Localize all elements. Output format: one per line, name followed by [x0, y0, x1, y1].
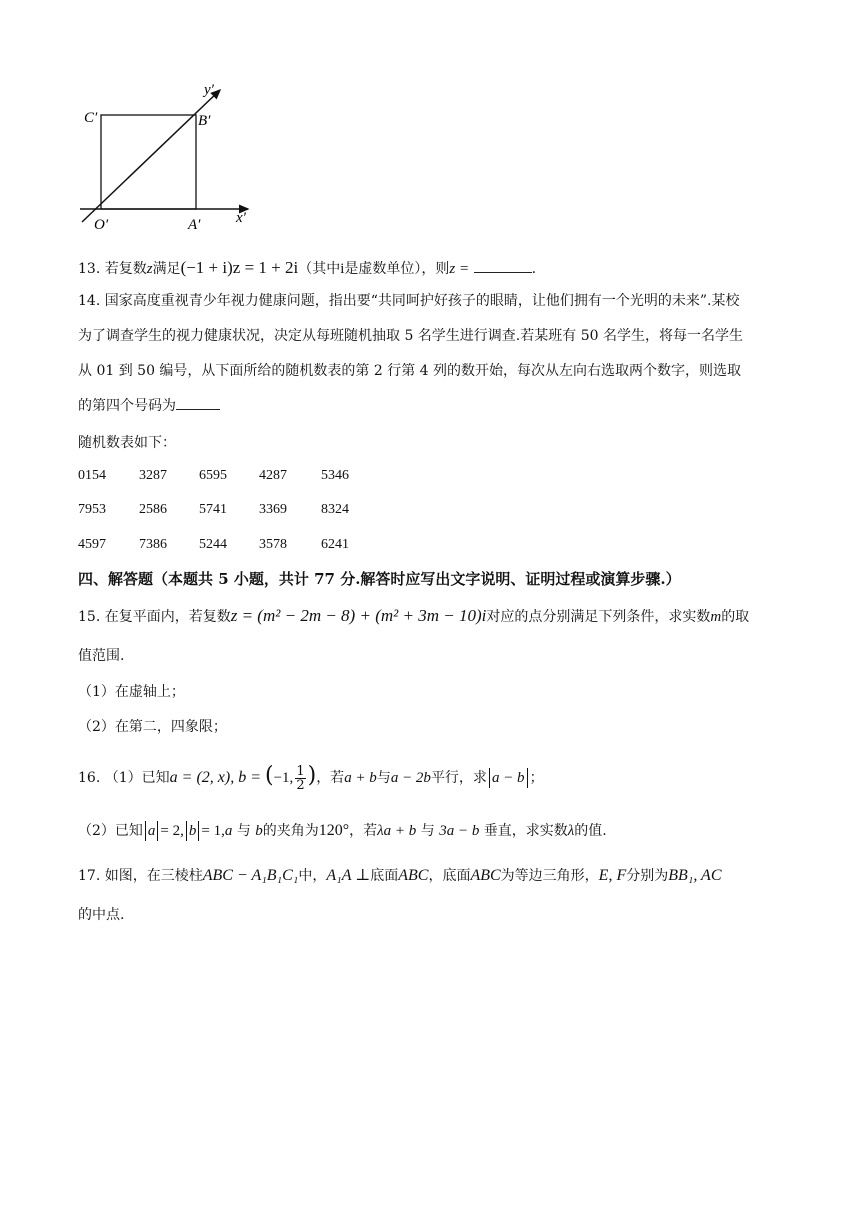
label-b: B′ — [198, 113, 211, 129]
question-17-line-1: 17. 如图，在三棱柱ABC − A₁B₁C₁中，A₁A ⊥底面ABC，底面ABC为等边三角形，E, F分别为BB₁, AC — [78, 867, 722, 884]
question-15-part-1: （1）在虚轴上； — [78, 684, 185, 700]
question-14-line-3: 从 01 到 50 编号，从下面所给的随机数表的第 2 行第 4 列的数开始，每次从左向右选取两个数字，则选取 — [78, 363, 742, 379]
square-oabc — [101, 115, 196, 209]
label-y: y′ — [204, 82, 214, 98]
label-o: O′ — [94, 217, 109, 233]
question-13: 13. 若复数z满足(−1 + i)z = 1 + 2i（其中i是虚数单位），则z = . — [78, 258, 537, 277]
vector-definitions: a = (2, x), b = — [169, 769, 265, 786]
fraction-one-half: $\frac{1}{2}$ — [296, 763, 305, 793]
question-16-part-2: （2）已知 a = 2, b = 1,a 与 b的夹角为120°，若λa + b 与 3a − b 垂直，求实数λ的值. — [78, 822, 607, 839]
answer-blank-13 — [474, 272, 532, 273]
question-15-part-2: （2）在第二，四象限； — [78, 719, 227, 735]
document-page: C′ B′ O′ A′ x′ y′ 13. 若复数z满足(−1 + i)z = 1 + 2i（其中i是虚数单位），则z = . 14. 国家高度重视青少年视力健康问题，指出要“共同呵护好孩子的眼睛，让他们拥有一个光明的未来”.某校 为了调查学生的视力健康状况，决定从每班随机抽取 5 名学生进行调查.若某班有 50 名学生，将每一名学生 从 01 到 50 编号，从下面所给的随机数表的第 2 行第 4 列的数开始，每次从左向右选取两个数字，则选取 的第四个号码为 随机数表如下： 0154 3287 6595 4287 5346 7953 2586 5741 3369 8324 4597 7386 5244 3578 6241 四、解答题（本题共 5 小题，共计 77 分.解答时应写出文字说明、证明过程或演算步骤.） 15. 在复平面内，若复数z = (m² − 2m − 8) + (m² + 3m − 10)i对应的点分别满足下列条件，求实数m的取 值范围. （1）在虚轴上； （2）在第二，四象限； 16. （1）已知a = (2, x), b = (−1, $\frac{1}{2}$ )，若a + b与a − 2b平行，求 a − b ； （2）已知 a = 2, b = 1,a 与 b的夹角为120°，若λa + b 与 3a − b 垂直，求实数λ的值. 17. 如图，在三棱柱ABC − A₁B₁C₁中，A₁A ⊥底面ABC，底面ABC为等边三角形，E, F分别为BB₁, AC 的中点. — [0, 0, 860, 1216]
question-14-line-4: 的第四个号码为 — [78, 396, 220, 416]
question-15-line-1: 15. 在复平面内，若复数z = (m² − 2m − 8) + (m² + 3m − 10)i对应的点分别满足下列条件，求实数m的取 — [78, 606, 750, 625]
label-c: C′ — [84, 110, 98, 126]
question-14-line-1: 14. 国家高度重视青少年视力健康问题，指出要“共同呵护好孩子的眼睛，让他们拥有一个光明的未来”.某校 — [78, 293, 740, 309]
random-table-label: 随机数表如下： — [78, 435, 176, 451]
y-axis — [82, 90, 220, 222]
question-15-line-2: 值范围. — [78, 648, 125, 664]
label-a: A′ — [188, 217, 201, 233]
q13-equation: (−1 + i)z = 1 + 2i — [180, 258, 299, 277]
answer-blank-14 — [176, 409, 220, 410]
label-x: x′ — [236, 210, 246, 226]
section-title: 四、解答题（本题共 5 小题，共计 77 分.解答时应写出文字说明、证明过程或演算步骤.） — [78, 570, 681, 588]
question-17-line-2: 的中点. — [78, 907, 125, 923]
question-14-line-2: 为了调查学生的视力健康状况，决定从每班随机抽取 5 名学生进行调查.若某班有 50 名学生，将每一名学生 — [78, 328, 743, 344]
oblique-square-figure — [70, 72, 270, 242]
question-16-part-1: 16. （1）已知a = (2, x), b = (−1, $\frac{1}{2}$ )，若a + b与a − 2b平行，求 a − b ； — [78, 763, 544, 793]
q15-expression: z = (m² − 2m − 8) + (m² + 3m − 10)i — [230, 606, 487, 625]
